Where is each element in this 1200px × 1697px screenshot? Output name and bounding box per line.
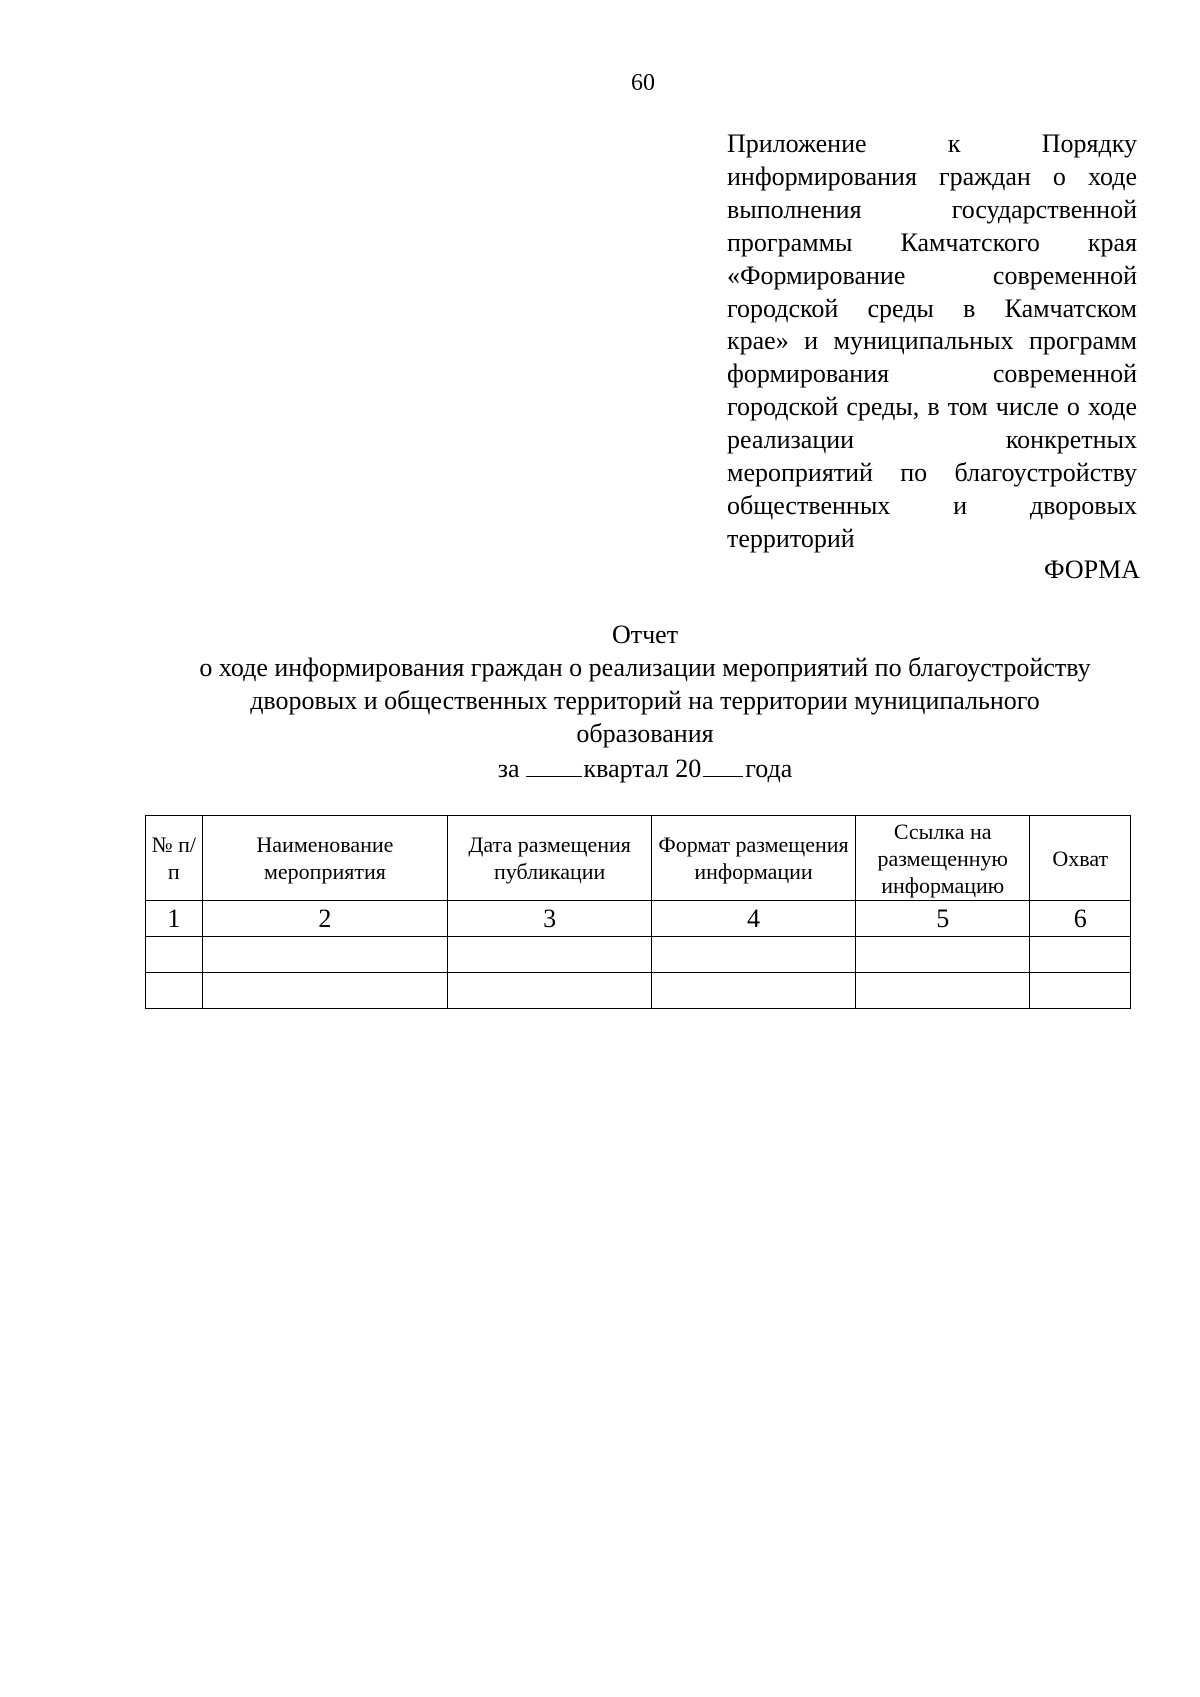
header-coverage: Охват (1030, 816, 1131, 901)
report-period (140, 750, 1150, 785)
table-cell (448, 973, 652, 1009)
appendix-reference: Приложение к Порядку информирования граждан о ходе выполнения государственной программы Камчатского края «Формирование современной городской среды в Камчатском крае» и муниципальных программ формирования современной городской среды, в том числе о ходе реализации конкретных мероприятий по благоустройству общественных и дворовых территорий (727, 129, 1137, 553)
table-row (146, 973, 1131, 1009)
column-number-4: 4 (652, 901, 856, 937)
header-info-link: Ссылка на размещенную информацию (855, 816, 1030, 901)
table-cell (652, 937, 856, 973)
table-cell (448, 937, 652, 973)
quarter-blank (526, 750, 582, 777)
period-prefix: за (497, 754, 520, 783)
table-cell (202, 973, 448, 1009)
table-cell (855, 973, 1030, 1009)
column-number-3: 3 (448, 901, 652, 937)
table-cell (1030, 973, 1131, 1009)
period-middle: квартал 20 (583, 754, 702, 783)
header-event-name: Наименование мероприятия (202, 816, 448, 901)
table-cell (146, 973, 203, 1009)
table-header-row (146, 816, 1131, 901)
header-publication-date: Дата размещения публикации (448, 816, 652, 901)
column-number-6: 6 (1030, 901, 1131, 937)
table-cell (855, 937, 1030, 973)
column-number-1: 1 (146, 901, 203, 937)
table-row (146, 937, 1131, 973)
column-number-5: 5 (855, 901, 1030, 937)
header-number: № п/п (146, 816, 203, 901)
page-number: 60 (631, 70, 655, 96)
report-subtitle-line-1: о ходе информирования граждан о реализации мероприятий по благоустройству (199, 653, 1091, 682)
column-number-row (146, 901, 1131, 937)
form-label: ФОРМА (1044, 555, 1140, 584)
report-heading: Отчет (611, 620, 679, 649)
report-table (145, 815, 1131, 1009)
header-info-format: Формат размещения информации (652, 816, 856, 901)
year-blank (703, 750, 743, 777)
report-subtitle-line-3: образования (576, 719, 714, 748)
table-cell (652, 973, 856, 1009)
column-number-2: 2 (202, 901, 448, 937)
table-cell (202, 937, 448, 973)
period-suffix: года (745, 754, 793, 783)
report-title (140, 618, 1150, 785)
table-cell (146, 937, 203, 973)
report-subtitle-line-2: дворовых и общественных территорий на территории муниципального (250, 686, 1040, 715)
table-cell (1030, 937, 1131, 973)
